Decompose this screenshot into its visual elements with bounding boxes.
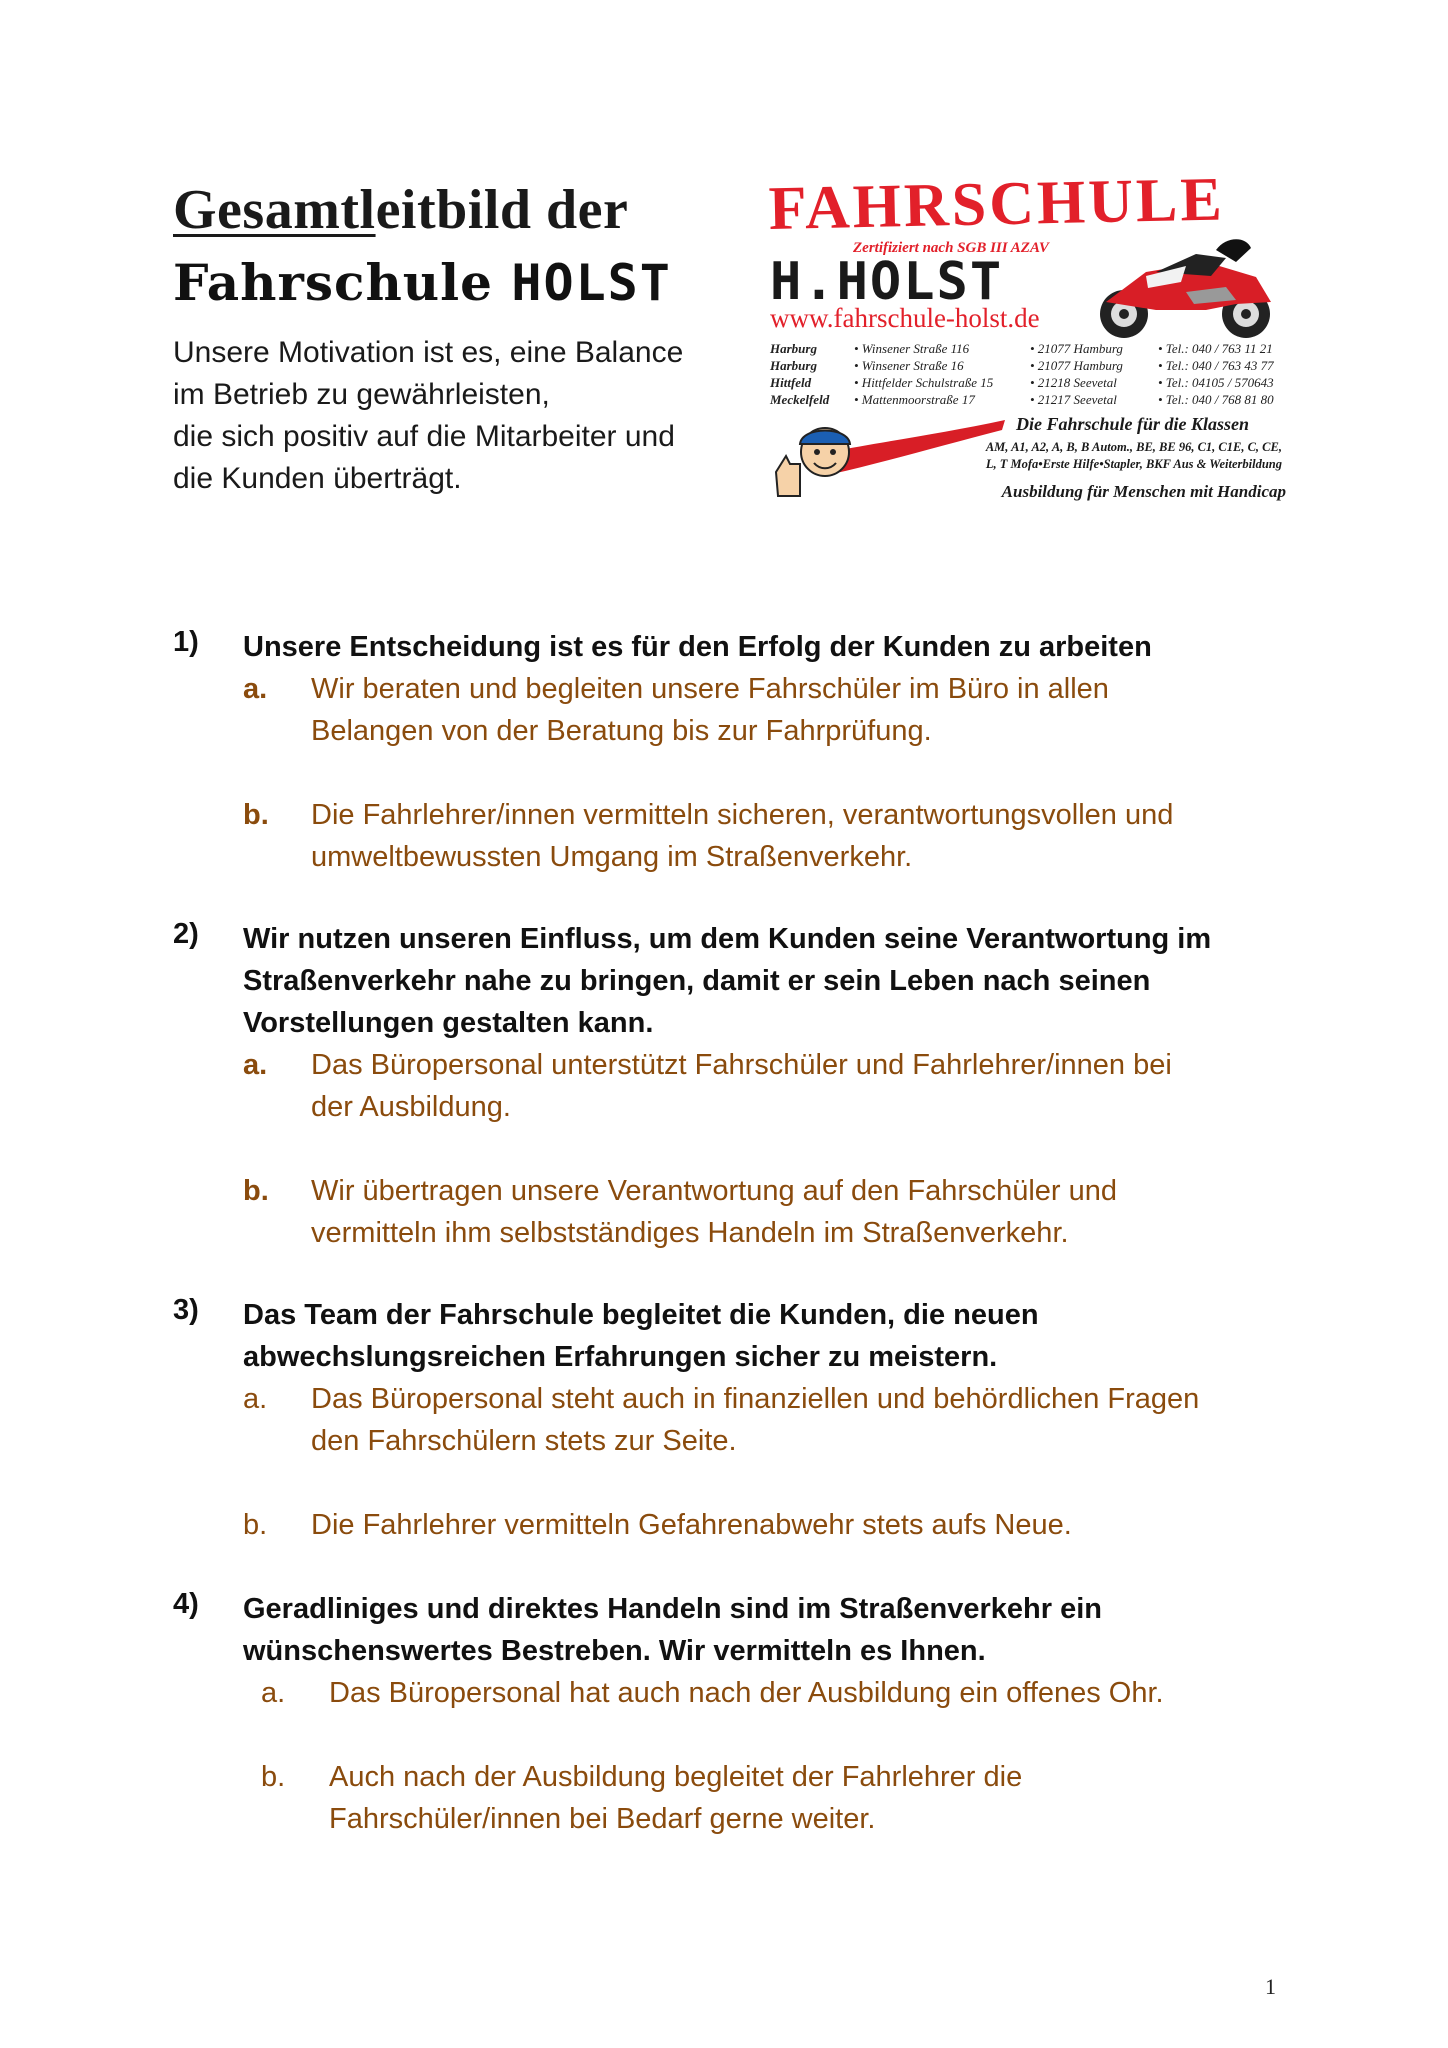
- item-text: [311, 668, 1321, 752]
- address-street: • Winsener Straße 116: [854, 341, 970, 356]
- section-heading: [243, 626, 1313, 668]
- heading-line: Das Team der Fahrschule begleitet die Kunden, die neuen: [243, 1299, 1039, 1331]
- logo-name: H.HOLST: [770, 252, 1004, 312]
- section-heading: [243, 1588, 1313, 1672]
- logo-classes: [932, 439, 1282, 473]
- address-tel: • Tel.: 04105 / 570643: [1158, 375, 1274, 390]
- subtitle-holst: HOLST: [511, 254, 672, 312]
- item-line: Auch nach der Ausbildung begleitet der Fahrlehrer die: [329, 1761, 1023, 1793]
- item-label: a.: [243, 1383, 268, 1415]
- logo-addresses: [770, 340, 1290, 408]
- address-row: [770, 340, 1290, 357]
- logo-handicap: Ausbildung für Menschen mit Handicap: [1001, 482, 1286, 501]
- address-place: Meckelfeld: [770, 392, 830, 407]
- item-label: b.: [243, 1509, 268, 1541]
- section-heading: [243, 1294, 1313, 1378]
- heading-line: Vorstellungen gestalten kann.: [243, 1007, 654, 1039]
- heading-line: wünschenswertes Bestreben. Wir vermitteln es Ihnen.: [243, 1635, 986, 1667]
- item-line: der Ausbildung.: [311, 1091, 511, 1123]
- logo-website: www.fahrschule-holst.de: [770, 303, 1040, 333]
- item-line: Die Fahrlehrer/innen vermitteln sicheren, verantwortungsvollen und: [311, 799, 1174, 831]
- intro-line: die sich positiv auf die Mitarbeiter und: [173, 420, 675, 453]
- logo-certification: Zertifiziert nach SGB III AZAV: [853, 240, 1049, 256]
- intro-line: die Kunden überträgt.: [173, 462, 462, 495]
- item-label: a.: [261, 1677, 286, 1709]
- address-row: [770, 391, 1290, 408]
- item-line: Das Büropersonal steht auch in finanziellen und behördlichen Fragen: [311, 1383, 1200, 1415]
- item-text: [311, 1378, 1321, 1462]
- item-text: [329, 1756, 1339, 1840]
- section-number: 4): [173, 1588, 199, 1620]
- item-line: Das Büropersonal unterstützt Fahrschüler und Fahrlehrer/innen bei: [311, 1049, 1172, 1081]
- item-text: [329, 1672, 1339, 1714]
- item-text: [311, 1170, 1321, 1254]
- logo-classes-title: Die Fahrschule für die Klassen: [1016, 414, 1250, 434]
- item-line: Das Büropersonal hat auch nach der Ausbildung ein offenes Ohr.: [329, 1677, 1164, 1709]
- address-place: Harburg: [770, 358, 817, 373]
- subtitle-school: Fahrschule: [173, 253, 512, 312]
- heading-line: Straßenverkehr nahe zu bringen, damit er sein Leben nach seinen: [243, 965, 1151, 997]
- item-line: vermitteln ihm selbstständiges Handeln im Straßenverkehr.: [311, 1217, 1069, 1249]
- classes-line: AM, A1, A2, A, B, B Autom., BE, BE 96, C1, C1E, C, CE,: [985, 440, 1282, 454]
- address-street: • Mattenmoorstraße 17: [854, 392, 975, 407]
- address-street: • Winsener Straße 16: [854, 358, 964, 373]
- item-text: [311, 794, 1321, 878]
- page-number: 1: [1265, 1974, 1276, 1999]
- item-line: den Fahrschülern stets zur Seite.: [311, 1425, 737, 1457]
- page-subtitle: [173, 253, 672, 312]
- address-place: Harburg: [770, 341, 817, 356]
- page-title: [173, 178, 628, 242]
- section-number: 2): [173, 918, 199, 950]
- item-text: [311, 1044, 1321, 1128]
- item-line: Wir übertragen unsere Verantwortung auf den Fahrschüler und: [311, 1175, 1118, 1207]
- item-label: b.: [243, 1175, 269, 1207]
- heading-line: Unsere Entscheidung ist es für den Erfolg der Kunden zu arbeiten: [243, 631, 1152, 663]
- address-row: [770, 374, 1290, 391]
- motorcycle-icon: [1086, 232, 1286, 342]
- item-text: [311, 1504, 1321, 1546]
- item-line: Fahrschüler/innen bei Bedarf gerne weiter.: [329, 1803, 876, 1835]
- intro-paragraph: [173, 332, 733, 500]
- heading-line: abwechslungsreichen Erfahrungen sicher zu meistern.: [243, 1341, 998, 1373]
- address-place: Hittfeld: [770, 375, 812, 390]
- item-label: b.: [261, 1761, 286, 1793]
- intro-line: Unsere Motivation ist es, eine Balance: [173, 336, 684, 369]
- address-zip: • 21217 Seevetal: [1030, 392, 1117, 407]
- title-underlined-part: Gesamtl: [173, 179, 376, 241]
- address-zip: • 21077 Hamburg: [1030, 341, 1123, 356]
- section-number: 3): [173, 1294, 199, 1326]
- address-zip: • 21077 Hamburg: [1030, 358, 1123, 373]
- item-label: a.: [243, 673, 268, 705]
- section-number: 1): [173, 626, 199, 658]
- intro-line: im Betrieb zu gewährleisten,: [173, 378, 550, 411]
- item-line: Die Fahrlehrer vermitteln Gefahrenabwehr stets aufs Neue.: [311, 1509, 1072, 1541]
- fahrschule-logo: [768, 165, 1288, 506]
- heading-line: Geradliniges und direktes Handeln sind im Straßenverkehr ein: [243, 1593, 1102, 1625]
- item-line: umweltbewussten Umgang im Straßenverkehr.: [311, 841, 913, 873]
- section-heading: [243, 918, 1313, 1044]
- address-tel: • Tel.: 040 / 763 11 21: [1158, 341, 1273, 356]
- item-label: a.: [243, 1049, 268, 1081]
- address-tel: • Tel.: 040 / 763 43 77: [1158, 358, 1274, 373]
- heading-line: Wir nutzen unseren Einfluss, um dem Kunden seine Verantwortung im: [243, 923, 1212, 955]
- logo-brand: FAHRSCHULE: [768, 165, 1226, 243]
- address-row: [770, 357, 1290, 374]
- address-zip: • 21218 Seevetal: [1030, 375, 1117, 390]
- classes-line: L, T Mofa•Erste Hilfe•Stapler, BKF Aus & Weiterbildung: [985, 457, 1282, 471]
- title-rest: eitbild der: [375, 179, 629, 241]
- item-line: Wir beraten und begleiten unsere Fahrschüler im Büro in allen: [311, 673, 1109, 705]
- item-label: b.: [243, 799, 269, 831]
- address-street: • Hittfelder Schulstraße 15: [854, 375, 994, 390]
- address-tel: • Tel.: 040 / 768 81 80: [1158, 392, 1274, 407]
- item-line: Belangen von der Beratung bis zur Fahrprüfung.: [311, 715, 932, 747]
